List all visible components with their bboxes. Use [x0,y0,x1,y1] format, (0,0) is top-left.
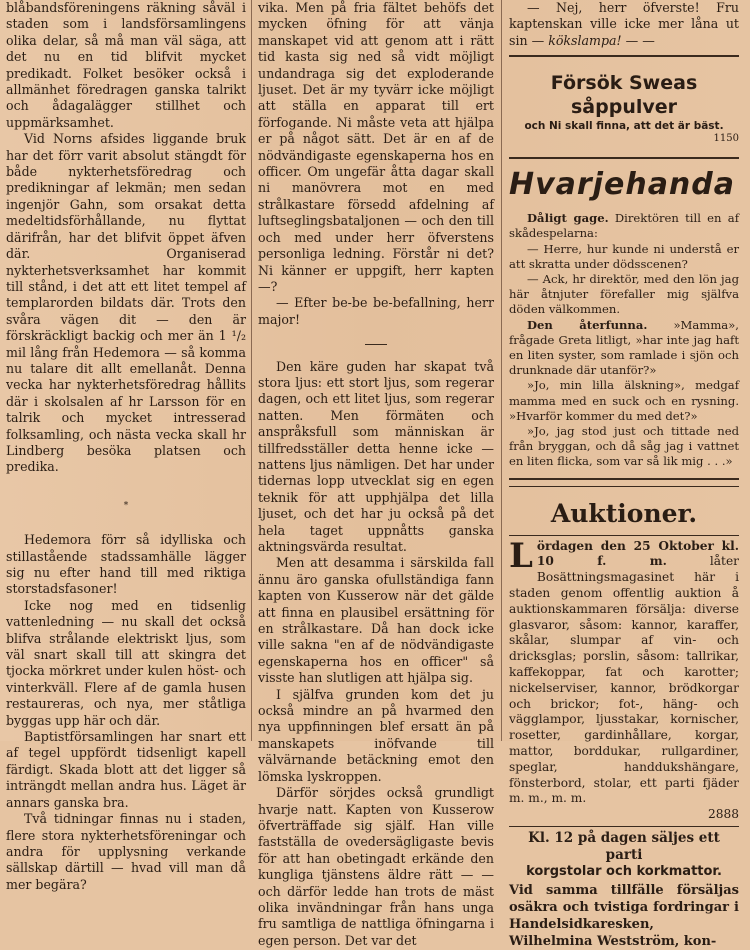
anecdote-line: — Herre, hur kunde ni understå er att skratta under dödsscenen? [509,241,739,271]
anecdote-line: »Jo, min lilla älskning», medgaf mamma med en suck och en rysning. »Hvarför kommer du med det?» [509,378,739,423]
auction-line: Vid samma tillfälle försäljas osäkra och tvistiga fordringar i Handelsidkaresken, Wilhelmina Westström, kon- [509,882,739,949]
section-star: * [123,500,129,511]
article-paragraph: Vid Norns afsides liggande bruk har det förr varit absolut stängdt för både nykterhetsföredrag och predikningar af lekmän; men sedan ingenjör Gahn, som orsakat detta medeltidsförhållande, nu flyttat därifrån, har det blifvit öppet äfven där. Organiserad nykterhetsverksamhet har kommit till stånd, i det att ett litet tempel af templarorden bildats där. Trots den svåra vägen dit — den är förskräckligt backig och mer än 1 ¹/₂ mil lång från Hedemora — så komma nu talare dit allt emellanåt. Denna vecka har nykterhetsföredrag hållits där i skolsalen af hr Larsson för en talrik och mycket intresserad folksamling, och nästa vecka skall hr Lindberg besöka platsen och predika. [6,131,246,475]
ad-subtitle: och Ni skall finna, att det är bäst. [524,120,724,133]
rule [509,157,739,159]
auction-number: 2888 [707,807,739,822]
article-paragraph: Två tidningar finnas nu i staden, flere stora nykterhetsföreningar och andra för upplysning verkande sällskap därtill — hvad vill man då mer begära? [6,811,246,892]
article-paragraph: Icke nog med en tidsenlig vattenledning — nu skall det också blifva strålande elektriskt ljus, som väl snart skall till att skingra det tjocka mörkret under kulen höst- och vinterkväll. Flere af de gamla husen restaureras, och nya, mer ståtliga byggas upp här och där. [6,597,246,728]
article-paragraph: Hedemora förr så idylliska och stillastående stadssamhälle lägger sig nu efter hand till med riktiga storstadsfasoner! [6,532,246,597]
drop-cap: L [509,535,533,576]
soap-advertisement [509,63,739,151]
anecdote: Den återfunna. »Mamma», frågade Greta litligt, »har inte jag haft en liten syster, som ramlade i sjön och drunknade där utanför?» [509,317,739,378]
anecdote: Dåligt gage. Direktören till en af skådespelarna: [509,211,739,241]
article-paragraph: Baptistförsamlingen har snart ett af tegel uppfördt tidsenligt kapell färdigt. Skada blott att det ligger så inträngdt mellan andra hus. Läget är annars ganska bra. [6,729,246,810]
auction-heading: Auktioner. [550,498,698,528]
section-separator [258,336,494,352]
auction-items: korgstolar och korkmattor. [526,864,722,880]
article-paragraph: — Efter be-be be-befallning, herr major! [258,295,494,327]
rule [509,826,739,827]
article-paragraph: blåbandsföreningens räkning såväl i staden som i landsförsamlingens olika delar, så må man väl säga, att det nu en tid blifvit mycket predikadt. Folket besöker också i allmänhet föredragen ganska talrikt och ådagalägger stillhet och uppmärksamhet. [6,0,246,130]
section-heading: Hvarjehanda [509,167,736,203]
article-paragraph: Den käre guden har skapat två stora ljus: ett stort ljus, som regerar dagen, och ett litet ljus, som regerar natten. Men förmäten och anspråksfull som människan är tillfredsställer detta henne icke — nattens ljus nämligen. Det har under tidernas lopp utvecklat sig en egen teknik för att upphjälpa det lilla ljuset, och det har ju också på det hela taget uppnåtts ganska aktningsvärda resultat. [258,358,494,554]
column-middle [258,0,494,948]
rule [509,55,739,57]
anecdote-line: »Jo, jag stod just och tittade ned från bryggan, och då såg jag i vattnet en liten flicka, som var så lik mig . . .» [509,424,739,469]
article-paragraph: Men att desamma i särskilda fall ännu äro ganska ofullständiga fann kapten von Kusserow när det gälde att finna en plausibel ersättning för en strålkastare. Då han dock icke ville sakna "en af de nödvändigaste egenskaperna hos en officer" så visste han slutligen att hjälpa sig. [258,555,494,686]
auction-notice: Lördagen den 25 Oktober kl. 10 f. m. låter Bosättningsmagasinet här i staden genom offentlig auktion å auktionskammaren försälja: diverse glasvaror, såsom: kannor, karaffer, skålar, slumpar af vin- och dricksglas; porslin, såsom: tallrikar, kaffekoppar, fat och karotter; nickelserviser, kannor, brödkorgar och brickor; fot-, häng- och vägglampor, ljusstakar, kornischer, rosetter, gardinhållare, korgar, mattor, borddukar, rullgardiner, speglar, handdukshängare, fönsterbord, stolar, ett parti fjäder m. m., m. m. 2888 Kl. 12 på dagen säljes ett parti korgstolar och korkmattor. Vid samma tillfälle försäljas osäkra och tvistiga fordringar i Handelsidkaresken, Wilhelmina Westström, kon- [509,535,739,949]
story-ending: — Nej, herr öfverste! Fru kaptenskan ville icke mer låna ut sin — kökslampa! — — [509,0,739,48]
rule [509,478,739,480]
column-left [6,0,246,892]
anecdote-line: — Ack, hr direktör, med den lön jag här åtnjuter förefaller mig själfva döden välkommen. [509,272,739,317]
rule [509,535,739,536]
article-paragraph: I själfva grunden kom det ju också mindre an på hvarmed den nya uppfinningen blef ersatt än på manskapets inöfvande till välvärnande betäckning emot den lömska lyskroppen. [258,686,494,784]
column-divider [251,0,252,741]
ad-number: 1150 [713,133,739,145]
article-paragraph: vika. Men på fria fältet behöfs det mycken öfning för att vänja manskapet vid att genom att i rätt tid kasta sig ned så vidt möjligt undandraga sig det exploderande ljuset. Det är my tyvärr icke möjligt att ställa en apparat till ert förfogande. Ni måste veta att hjälpa er på något sätt. Det är en af de nödvändigaste egenskaperna hos en officer. Om ungefär åtta dagar skall ni manövrera mot en med strålkastare försedd afdelning af luftseglingsbataljonen — och den till och med under herr öfverstens personliga ledning. Förstår ni det? Ni känner er uppgift, herr kapten —? [258,0,494,294]
article-paragraph: Därför sörjdes också grundligt hvarje natt. Kapten von Kusserow öfverträffade sig själf. Han ville fastställa de ovedersägligaste bevis för att han obetingadt erkände den kungliga tjänstens äldre rätt — — och därför ledde han trots de mäst olika invändningar från hans unga fru samtliga de nattliga öfningarna i egen person. Det var det [258,785,494,948]
auction-line: Kl. 12 på dagen säljes ett parti [528,830,720,864]
column-right [509,0,739,949]
column-divider [501,0,502,741]
rule [509,486,739,487]
ad-title: Försök Sweas såppulver [550,72,698,119]
